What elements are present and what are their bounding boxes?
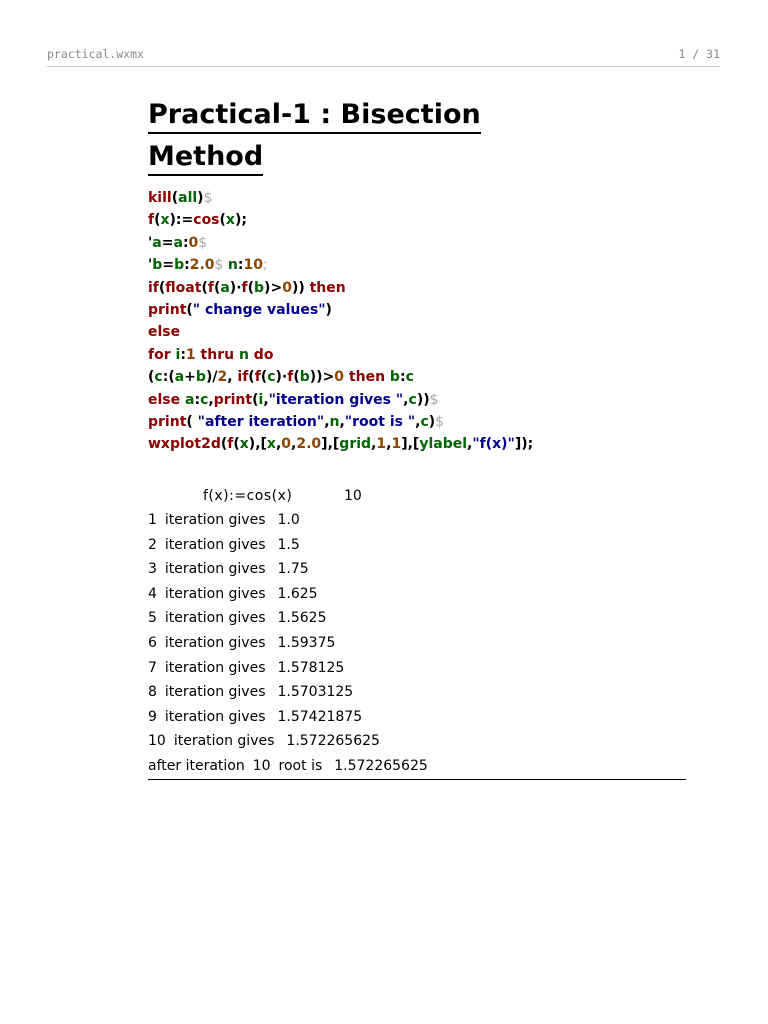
document-filename: practical.wxmx: [47, 47, 144, 61]
code-line-10: [148, 389, 533, 411]
token-keyword: thru: [195, 346, 239, 363]
token-var: x: [225, 212, 235, 229]
code-line-8: [148, 344, 533, 366]
token-var: b: [299, 369, 310, 386]
iteration-label: iteration gives: [164, 610, 266, 627]
token-op: :: [399, 369, 406, 386]
iteration-label: iteration gives: [164, 634, 266, 651]
token-op: )/: [205, 369, 218, 386]
token-keyword: kill: [148, 190, 172, 206]
token-var: grid: [339, 436, 372, 453]
token-num: 0: [281, 436, 292, 453]
token-op: (: [186, 413, 198, 430]
token-op: :: [194, 391, 201, 408]
iteration-value: 1.5625: [277, 610, 327, 627]
iteration-row: [148, 508, 686, 533]
code-line-4: [148, 254, 533, 276]
token-var: n: [329, 413, 340, 430]
iteration-number: 2: [148, 536, 157, 553]
token-op: (: [260, 369, 268, 386]
iteration-label: iteration gives: [164, 708, 266, 725]
iteration-number: 3: [148, 561, 157, 578]
token-var: b: [389, 369, 400, 386]
final-result-prefix: after iteration: [148, 757, 245, 774]
token-num: 0: [334, 369, 345, 386]
iteration-number: 7: [148, 659, 157, 676]
token-func: f: [227, 436, 234, 453]
token-var: i: [175, 346, 181, 363]
iteration-value: 1.75: [277, 561, 309, 578]
token-op: ,: [371, 436, 377, 453]
function-definition-text: f(x):=cos(x): [203, 488, 293, 504]
iteration-label: iteration gives: [173, 733, 275, 750]
token-terminator: $: [435, 413, 445, 430]
token-func: f: [207, 279, 214, 296]
token-op: :: [180, 346, 186, 363]
token-op: (: [158, 279, 166, 296]
token-op: (: [201, 279, 208, 296]
iteration-value: 1.5703125: [277, 684, 354, 701]
token-terminator: $: [429, 391, 439, 408]
token-op: ):=: [169, 212, 194, 229]
token-var: b: [254, 279, 265, 296]
iteration-row: [148, 631, 686, 656]
token-var: c: [154, 369, 163, 386]
token-keyword: do: [248, 346, 274, 363]
iteration-value: 1.625: [277, 585, 318, 602]
iteration-row: [148, 606, 686, 631]
token-var: x: [239, 436, 249, 453]
iteration-value: 1.0: [277, 512, 300, 528]
token-var: b: [174, 257, 185, 274]
token-op: ))>: [309, 369, 335, 386]
code-line-2: [148, 209, 533, 231]
iteration-value: 1.572265625: [286, 733, 380, 750]
token-var: a: [173, 234, 183, 251]
token-func: f: [254, 369, 261, 386]
token-num: 1: [376, 436, 387, 453]
token-op: =: [162, 257, 175, 274]
token-num: 1: [185, 346, 196, 363]
token-op: (: [293, 369, 300, 386]
title-line-2: Method: [148, 140, 263, 176]
iteration-label: iteration gives: [164, 585, 266, 602]
token-num: 0: [282, 279, 292, 296]
code-line-11: [148, 411, 533, 433]
token-op: )·: [229, 279, 242, 296]
token-func: print: [213, 391, 253, 408]
token-var: c: [420, 413, 429, 430]
token-var: a: [152, 234, 162, 251]
token-op: (: [171, 190, 179, 206]
token-num: 2: [217, 369, 228, 386]
token-op: ): [197, 190, 204, 206]
token-op: ),[: [248, 436, 267, 453]
output-cell: [148, 484, 686, 780]
token-var: c: [408, 391, 417, 408]
token-keyword: else: [148, 391, 185, 408]
token-num: 0: [188, 234, 199, 251]
token-string: "f(x)": [472, 436, 515, 453]
token-op: ,: [467, 436, 473, 453]
final-result-label: root is: [278, 757, 323, 774]
token-string: "after iteration": [197, 413, 325, 430]
iteration-row: [148, 656, 686, 681]
iteration-number: 8: [148, 684, 157, 701]
token-op: (: [252, 391, 259, 408]
token-var: n: [238, 346, 249, 363]
token-op: ],[: [401, 436, 420, 453]
token-op: ,: [275, 436, 282, 453]
token-keyword: for: [148, 346, 176, 363]
token-op: ,: [386, 436, 392, 453]
token-func: float: [165, 279, 202, 296]
token-var: a: [174, 369, 185, 386]
code-line-3: [148, 232, 533, 254]
token-op: )·: [275, 369, 288, 386]
token-op: ,: [339, 413, 345, 430]
iteration-value: 1.59375: [277, 634, 336, 651]
token-op: =: [161, 234, 174, 251]
page-header: [47, 46, 720, 67]
token-keyword: then: [344, 369, 390, 386]
token-op: ): [325, 301, 332, 318]
token-op: :: [182, 234, 189, 251]
token-var: c: [200, 391, 209, 408]
token-op: )): [416, 391, 430, 408]
token-var: ylabel: [419, 436, 468, 453]
token-op: ': [148, 234, 153, 251]
token-var: a: [185, 391, 195, 408]
token-string: "root is ": [344, 413, 416, 430]
code-line-5: [148, 277, 533, 299]
code-line-1: [148, 187, 533, 209]
token-var: x: [160, 212, 170, 229]
iteration-number: 10: [148, 733, 166, 750]
code-line-12: [148, 433, 533, 455]
token-op: :(: [162, 369, 175, 386]
token-var: n: [227, 257, 238, 274]
iteration-value: 1.578125: [277, 659, 345, 676]
iteration-row: [148, 582, 686, 607]
token-keyword: else: [148, 324, 181, 341]
code-line-6: [148, 299, 533, 321]
iteration-number: 9: [148, 708, 157, 725]
token-func: f: [148, 212, 155, 229]
token-op: (: [248, 369, 255, 386]
token-op: ,: [227, 369, 238, 386]
token-keyword: then: [309, 279, 346, 296]
token-op: ,: [263, 391, 269, 408]
code-input-cell: [148, 187, 533, 456]
iteration-number: 5: [148, 610, 157, 627]
token-var: x: [266, 436, 276, 453]
token-var: b: [195, 369, 206, 386]
token-op: )): [291, 279, 310, 296]
page-title: [148, 94, 481, 178]
token-op: ],[: [321, 436, 340, 453]
token-func: wxplot2d: [148, 436, 221, 453]
token-terminator: $: [203, 190, 213, 206]
token-string: " change values": [192, 301, 326, 318]
token-op: ,: [324, 413, 330, 430]
iteration-row: [148, 729, 686, 754]
token-op: (: [148, 369, 155, 386]
token-op: (: [233, 436, 240, 453]
token-terminator: $: [214, 257, 228, 274]
title-line-1: Practical-1 : Bisection: [148, 98, 481, 134]
final-root-value: 1.572265625: [334, 757, 428, 774]
code-line-7: [148, 321, 533, 343]
iteration-number: 1: [148, 512, 157, 528]
token-op: ,: [291, 436, 297, 453]
iteration-label: iteration gives: [164, 512, 266, 528]
function-definition-output: [148, 484, 686, 508]
token-var: c: [267, 369, 276, 386]
token-op: (: [186, 301, 193, 318]
n-value-output: 10: [344, 488, 362, 504]
iteration-value: 1.57421875: [277, 708, 363, 725]
iteration-number: 4: [148, 585, 157, 602]
token-op: ,: [403, 391, 409, 408]
token-keyword: if: [148, 279, 159, 296]
token-func: f: [287, 369, 294, 386]
token-op: :: [184, 257, 190, 274]
token-var: c: [405, 369, 414, 386]
token-var: i: [258, 391, 264, 408]
token-op: +: [184, 369, 196, 386]
token-op: );: [234, 212, 247, 229]
iteration-label: iteration gives: [164, 536, 266, 553]
token-terminator: $: [198, 234, 208, 251]
iteration-label: iteration gives: [164, 659, 266, 676]
token-op: )>: [264, 279, 283, 296]
token-op: :: [237, 257, 244, 274]
final-iteration-count: 10: [252, 757, 271, 774]
iteration-row: [148, 705, 686, 730]
token-var: all: [178, 190, 198, 206]
iteration-row: [148, 680, 686, 705]
token-var: a: [220, 279, 230, 296]
token-terminator: ;: [262, 257, 268, 274]
token-func: print: [148, 301, 187, 318]
iteration-label: iteration gives: [164, 684, 266, 701]
iteration-value: 1.5: [277, 536, 300, 553]
token-num: 1: [391, 436, 402, 453]
token-string: "iteration gives ": [268, 391, 404, 408]
iteration-number: 6: [148, 634, 157, 651]
token-func: f: [241, 279, 248, 296]
token-num: 2.0: [189, 257, 215, 274]
code-line-9: [148, 366, 533, 388]
token-op: ,: [415, 413, 421, 430]
token-op: (: [219, 212, 226, 229]
token-op: (: [213, 279, 221, 296]
token-op: ]);: [514, 436, 534, 453]
iteration-row: [148, 557, 686, 582]
token-op: (: [247, 279, 255, 296]
token-op: ): [428, 413, 436, 430]
token-func: print: [148, 413, 187, 430]
token-keyword: if: [237, 369, 249, 386]
token-op: (: [220, 436, 228, 453]
token-var: b: [152, 257, 163, 274]
page-counter: 1 / 31: [678, 47, 720, 61]
token-op: (: [154, 212, 161, 229]
final-result-row: [148, 754, 686, 779]
iteration-label: iteration gives: [164, 561, 266, 578]
token-num: 10: [243, 257, 263, 274]
token-op: ': [148, 257, 153, 274]
token-func: cos: [193, 212, 220, 229]
token-op: ,: [208, 391, 214, 408]
iteration-row: [148, 533, 686, 558]
token-num: 2.0: [296, 436, 322, 453]
